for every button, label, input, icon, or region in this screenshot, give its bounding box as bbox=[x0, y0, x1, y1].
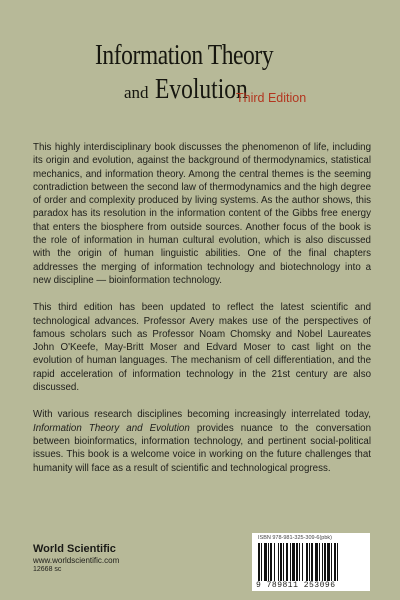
book-description bbox=[33, 141, 371, 489]
publisher-name: World Scientific bbox=[33, 543, 116, 555]
description-paragraph-3 bbox=[33, 408, 371, 474]
book-title-italic: Information Theory and Evolution bbox=[33, 422, 190, 434]
barcode-digits: 9 789811 253096 bbox=[256, 581, 336, 590]
paragraph-3-intro: With various research disciplines becoming increasingly interrelated today, bbox=[33, 409, 371, 421]
book-title-and: and bbox=[124, 83, 149, 102]
book-title-line2: Evolution bbox=[155, 74, 248, 105]
catalog-number: 12668 sc bbox=[33, 566, 62, 573]
isbn-text: ISBN 978-981-325-309-6(pbk) bbox=[258, 535, 332, 541]
description-paragraph-1: This highly interdisciplinary book discusses the phenomenon of life, including its origin and evolution, against the background of thermodynamics, statistical mechanics, and information theory. Among the central themes is the seeming contradiction between the second law of thermodynamics and the high degree of order and complexity produced by living systems. As the author shows, this paradox has its resolution in the information content of the Gibbs free energy that enters the biosphere from outside sources. Another focus of the book is the role of information in human cultural evolution, which is also discussed with the origin of human linguistic abilities. One of the final chapters addresses the merging of information technology and biotechnology into a new discipline — bioinformation technology. bbox=[33, 142, 371, 286]
book-title-line1: Information Theory bbox=[95, 40, 274, 71]
description-paragraph-2: This third edition has been updated to reflect the latest scientific and technological advances. Professor Avery makes use of the perspectives of famous scholars such as Professor Noam Chomsky and Nobel Laureates John O'Keefe, May-Britt Moser and Edvard Moser to cast light on the evolution of human languages. The mechanism of cell differentiation, and the rapid acceleration of information technology in the 21st century are also discussed. bbox=[33, 302, 371, 394]
barcode-icon bbox=[258, 543, 364, 581]
publisher-url: www.worldscientific.com bbox=[33, 556, 120, 565]
barcode-box bbox=[252, 533, 370, 591]
publisher-block bbox=[33, 543, 119, 573]
edition-label: Third Edition bbox=[236, 91, 307, 105]
paragraph-3-rest: provides nuance to the conversation between bioinformatics, information technology, and pertinent social-political issues. This book is a welcome voice in working on the future challenges that humanity will face as a result of scientific and technological progress. bbox=[33, 422, 372, 474]
